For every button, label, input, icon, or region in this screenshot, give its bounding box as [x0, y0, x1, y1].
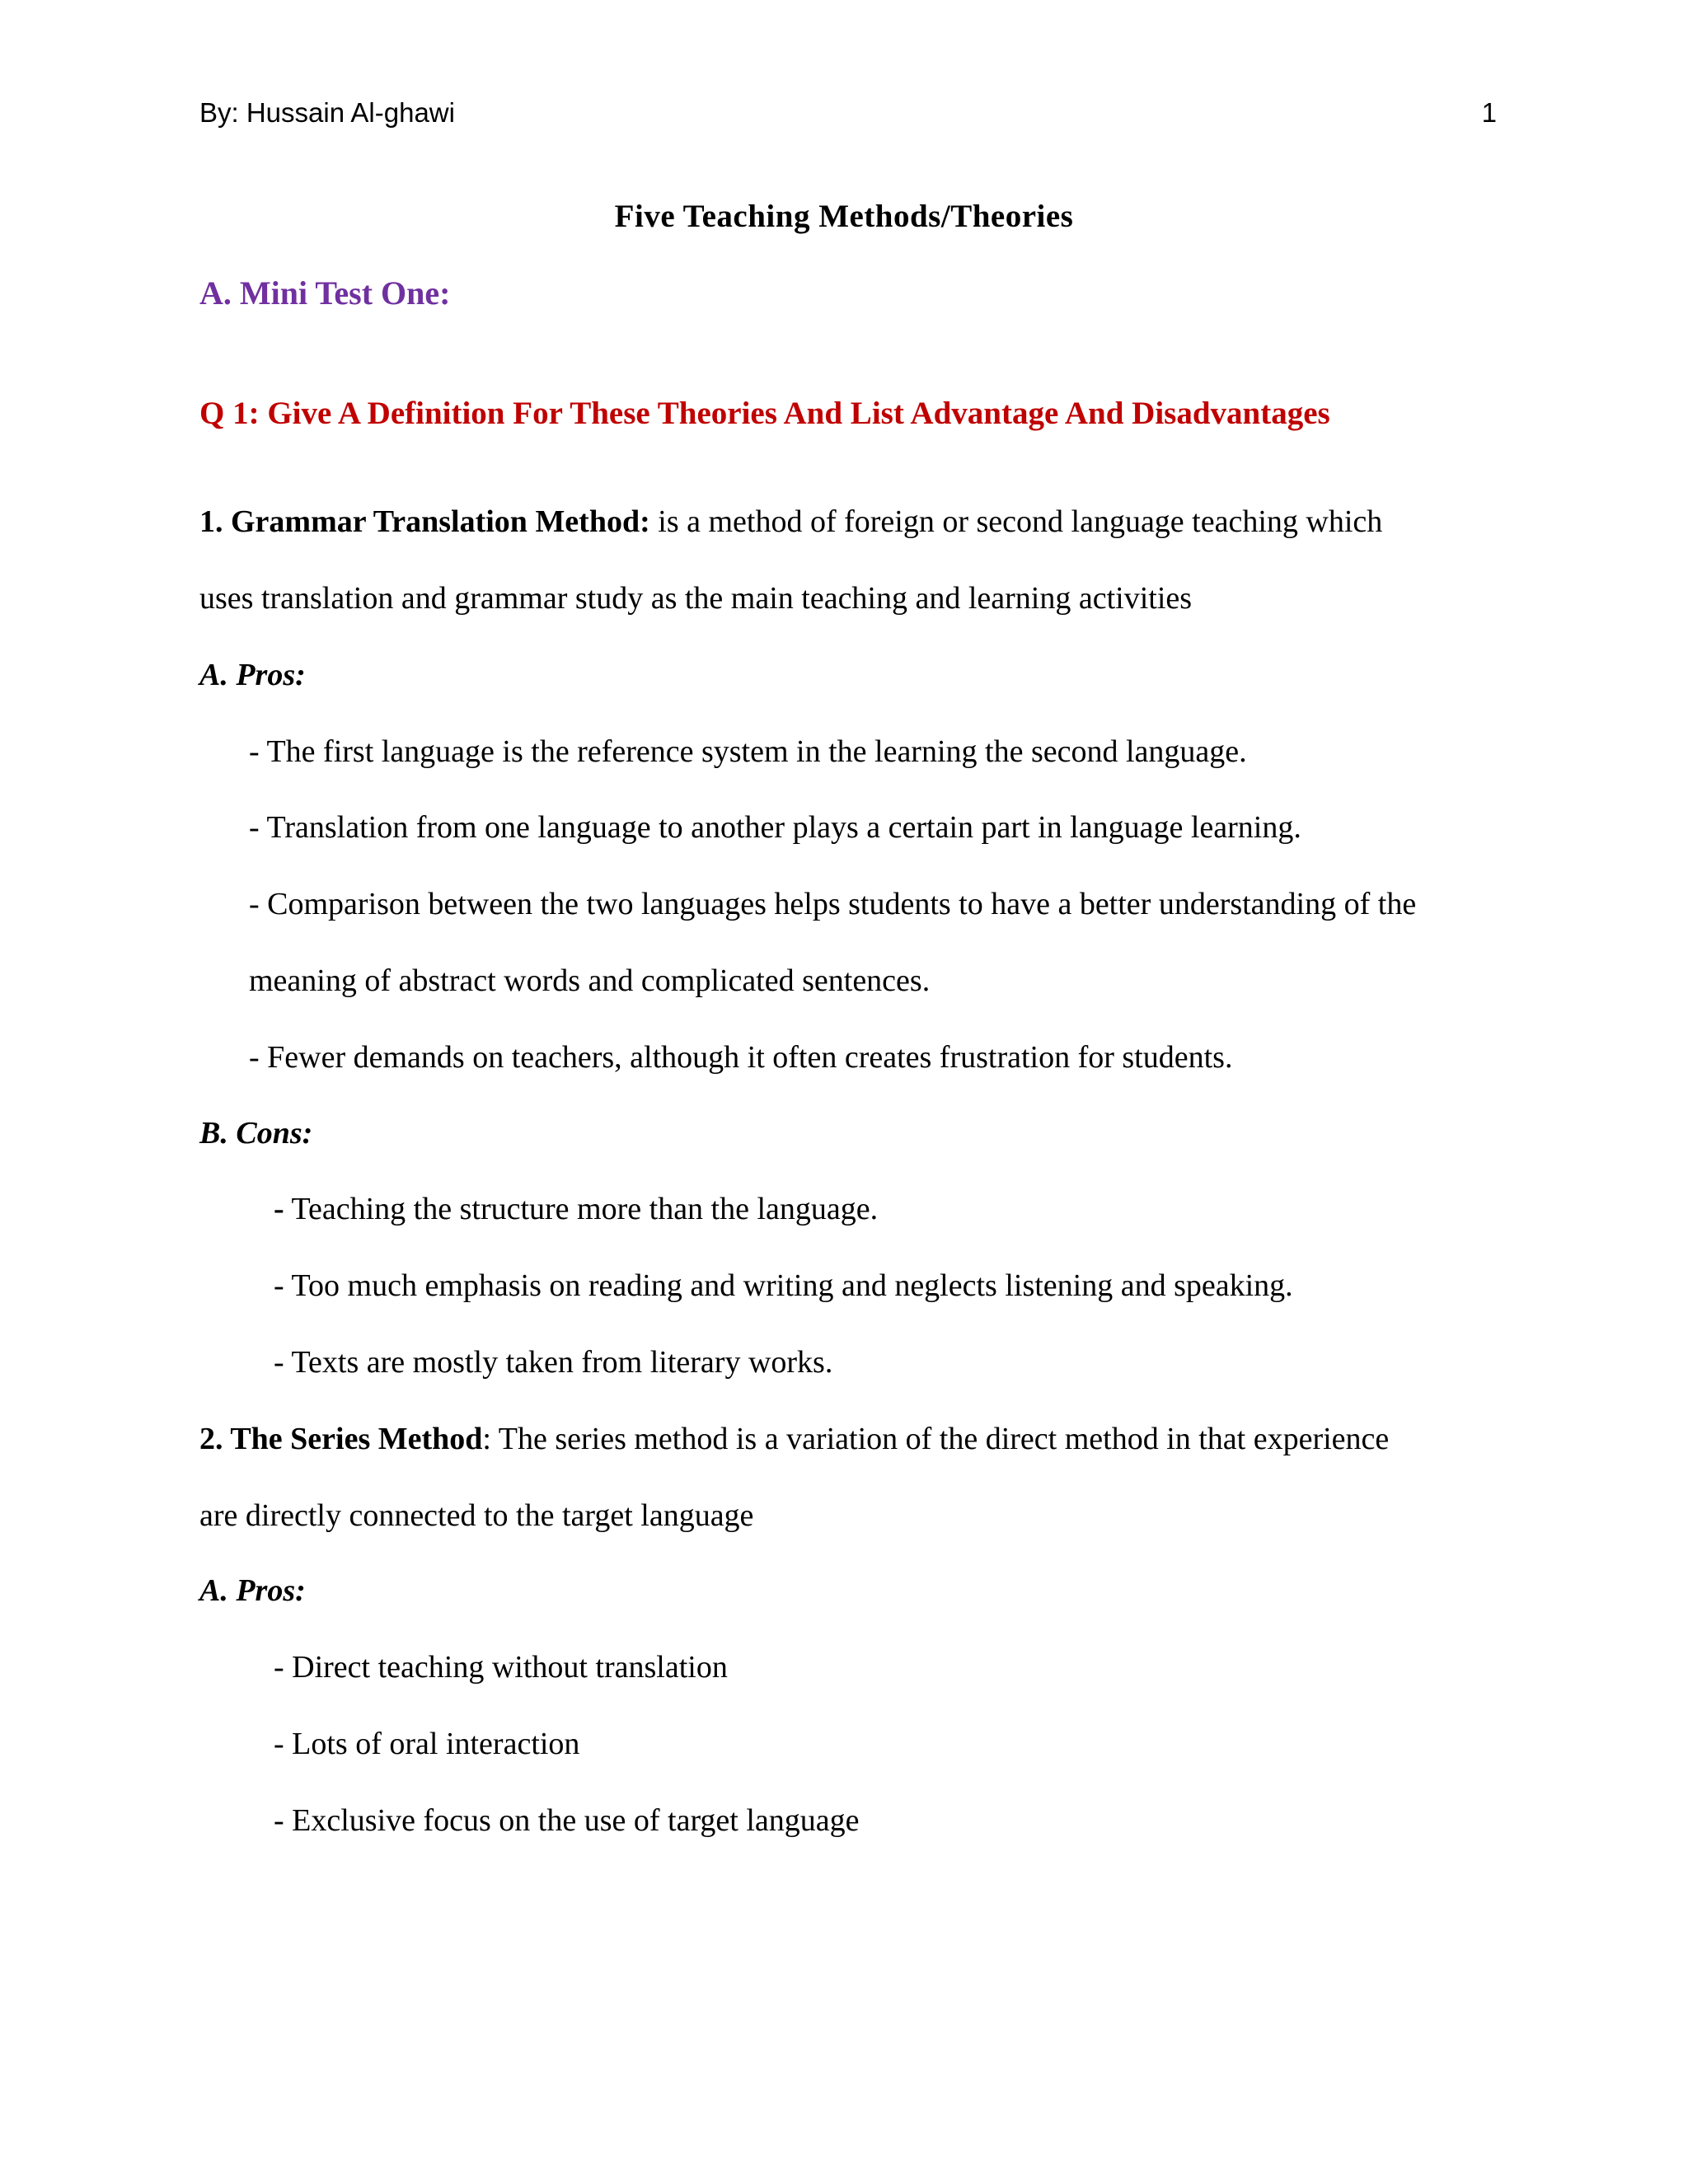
running-header: [199, 97, 1497, 138]
con-dash: -: [274, 1192, 284, 1226]
method2-name: 2. The Series Method: [199, 1422, 483, 1456]
method1-con-item: - Texts are mostly taken from literary works.: [274, 1345, 833, 1380]
method1-pro-item: - Translation from one language to another plays a certain part in language learning.: [249, 810, 1301, 845]
method1-pro-item-continued: meaning of abstract words and complicated sentences.: [249, 963, 931, 998]
method2-definition-line2: are directly connected to the target language: [199, 1498, 754, 1533]
header-author: By: Hussain Al-ghawi: [199, 97, 455, 128]
method1-con-item: [274, 1193, 878, 1225]
header-page-number: 1: [1481, 97, 1497, 128]
method2-pro-item: - Exclusive focus on the use of target language: [274, 1803, 860, 1838]
method1-definition-line2: uses translation and grammar study as the main teaching and learning activities: [199, 581, 1193, 616]
question-heading: Q 1: Give A Definition For These Theories And List Advantage And Disadvantages: [199, 396, 1330, 431]
method1-cons-heading: B. Cons:: [199, 1116, 313, 1151]
page-title: Five Teaching Methods/Theories: [614, 199, 1074, 234]
method2-pros-heading: A. Pros:: [199, 1573, 306, 1608]
method1-pro-item: - The first language is the reference system in the learning the second language.: [249, 734, 1247, 769]
method2-definition-text: : The series method is a variation of the direct method in that experience: [482, 1422, 1390, 1456]
method2-definition-line1: [199, 1423, 1389, 1455]
method1-con-item: - Too much emphasis on reading and writing and neglects listening and speaking.: [274, 1268, 1293, 1303]
method1-pro-item: - Comparison between the two languages helps students to have a better understanding of the: [249, 887, 1417, 921]
method2-pro-item: - Lots of oral interaction: [274, 1727, 580, 1761]
method1-name: 1. Grammar Translation Method:: [199, 504, 650, 539]
con-text: Teaching the structure more than the language.: [284, 1192, 879, 1226]
method1-definition-text: is a method of foreign or second language teaching which: [649, 504, 1383, 539]
section-heading: A. Mini Test One:: [199, 274, 451, 312]
method2-pro-item: - Direct teaching without translation: [274, 1650, 728, 1685]
method1-definition-line1: [199, 506, 1382, 537]
method1-pros-heading: A. Pros:: [199, 658, 306, 692]
method1-pro-item: - Fewer demands on teachers, although it often creates frustration for students.: [249, 1040, 1233, 1075]
